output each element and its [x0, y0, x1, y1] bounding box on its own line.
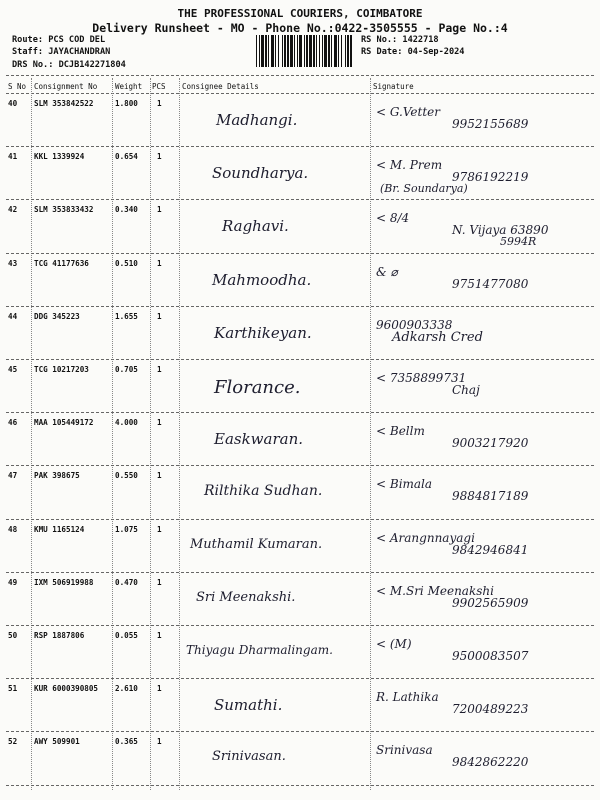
route-label: Route: PCS COD DEL — [12, 35, 106, 45]
row-consignee-name: Sumathi. — [214, 696, 283, 715]
row-sno: 49 — [8, 577, 18, 587]
row-consignment-no: KMU 1165124 — [34, 524, 85, 534]
row-divider — [6, 465, 594, 466]
row-pcs: 1 — [157, 471, 162, 481]
row-consignment-no: TCG 10217203 — [34, 365, 89, 374]
col-header-consignee: Consignee Details — [182, 82, 259, 91]
row-divider — [6, 785, 594, 786]
col-header-consignment: Consignment No — [34, 82, 98, 91]
row-signature-phone: 9751477080 — [452, 276, 529, 291]
row-signature-mark: < Bellm — [376, 424, 425, 439]
row-signature-phone: N. Vijaya 63890 — [452, 223, 549, 238]
row-signature-phone: 9952155689 — [452, 117, 529, 131]
row-divider — [6, 731, 594, 732]
header-bottom-divider — [6, 93, 594, 94]
row-signature-phone: 9842862220 — [452, 755, 529, 770]
row-consignee-name: Madhangi. — [216, 111, 298, 129]
row-signature-phone: 9884817189 — [452, 489, 529, 504]
row-signature-phone: 9500083507 — [452, 649, 529, 663]
col-header-sno: S No — [8, 82, 27, 91]
row-sno: 40 — [8, 99, 18, 108]
row-consignment-no: RSP 1887806 — [34, 631, 85, 640]
row-signature-phone: 7200489223 — [452, 702, 529, 717]
row-pcs: 1 — [157, 205, 162, 215]
row-sno: 45 — [8, 365, 18, 374]
row-consignment-no: PAK 398675 — [34, 471, 80, 481]
row-signature-mark: < M.Sri Meenakshi — [376, 583, 494, 598]
row-sno: 43 — [8, 258, 18, 268]
row-signature-mark: 9600903338 — [376, 317, 453, 332]
row-pcs: 1 — [157, 418, 162, 428]
row-consignee-name: Rilthika Sudhan. — [204, 483, 323, 500]
row-consignee-name: Florance. — [214, 377, 301, 398]
row-signature-phone: 9786192219 — [452, 170, 529, 185]
row-signature-mark: < G.Vetter — [376, 105, 440, 119]
col-separator — [179, 78, 180, 790]
row-sno: 46 — [8, 418, 18, 428]
company-title: THE PROFESSIONAL COURIERS, COIMBATORE — [177, 7, 423, 20]
row-sno: 42 — [8, 205, 18, 215]
col-separator — [370, 78, 371, 790]
row-consignment-no: SLM 353833432 — [34, 205, 94, 215]
row-divider — [6, 306, 594, 307]
row-weight: 0.470 — [115, 577, 138, 587]
row-consignment-no: IXM 506919988 — [34, 577, 94, 587]
row-signature-mark: < M. Prem — [376, 158, 443, 173]
row-divider — [6, 678, 594, 679]
row-consignee-name: Karthikeyan. — [214, 323, 312, 342]
col-header-signature: Signature — [373, 82, 414, 91]
row-signature-phone: 9902565909 — [452, 595, 529, 610]
row-consignee-name: Easkwaran. — [214, 430, 304, 449]
row-pcs: 1 — [157, 684, 162, 694]
row-signature-mark: < Arangnnayagi — [376, 530, 475, 545]
row-weight: 0.510 — [115, 258, 138, 268]
col-separator — [112, 78, 113, 790]
row-divider — [6, 519, 594, 520]
rs-number: RS No.: 1422718 — [361, 35, 439, 45]
row-weight: 1.075 — [115, 524, 138, 534]
row-signature-note: (Br. Soundarya) — [380, 182, 468, 196]
row-sno: 47 — [8, 471, 18, 481]
row-consignment-no: MAA 105449172 — [34, 418, 94, 428]
row-consignee-name: Mahmoodha. — [212, 270, 312, 289]
barcode-image — [256, 35, 352, 67]
row-divider — [6, 199, 594, 200]
row-weight: 0.550 — [115, 471, 138, 481]
row-divider — [6, 359, 594, 360]
rs-date: RS Date: 04-Sep-2024 — [361, 47, 465, 57]
row-signature-note: 5994R — [500, 235, 537, 249]
row-weight: 0.340 — [115, 205, 138, 215]
row-weight: 0.365 — [115, 737, 138, 747]
row-consignee-name: Raghavi. — [222, 217, 289, 236]
row-weight: 1.800 — [115, 99, 138, 108]
row-pcs: 1 — [157, 365, 162, 374]
staff-label: Staff: JAYACHANDRAN — [12, 47, 111, 57]
row-pcs: 1 — [157, 258, 162, 268]
row-consignment-no: KKL 1339924 — [34, 152, 85, 162]
row-pcs: 1 — [157, 577, 162, 587]
row-weight: 0.654 — [115, 152, 138, 162]
row-signature-mark: < Bimala — [376, 477, 433, 492]
row-signature-mark: < (M) — [376, 637, 412, 651]
row-weight: 0.055 — [115, 631, 138, 640]
row-signature-phone: Adkarsh Cred — [392, 329, 483, 345]
row-signature-mark: R. Lathika — [376, 690, 439, 705]
row-consignee-name: Soundharya. — [212, 164, 309, 183]
row-pcs: 1 — [157, 99, 162, 108]
row-consignment-no: KUR 6000390805 — [34, 684, 99, 694]
row-signature-mark: & ⌀ — [376, 264, 398, 279]
row-signature-phone: Chaj — [452, 383, 480, 397]
col-separator — [31, 78, 32, 790]
row-signature-mark: Srinivasa — [376, 743, 433, 758]
row-divider — [6, 572, 594, 573]
row-signature-phone: 9842946841 — [452, 542, 529, 557]
col-separator — [150, 78, 151, 790]
row-consignment-no: AWY 509901 — [34, 737, 80, 747]
row-consignee-name: Srinivasan. — [212, 749, 286, 765]
row-consignee-name: Sri Meenakshi. — [196, 589, 296, 605]
row-weight: 0.705 — [115, 365, 138, 374]
row-divider — [6, 146, 594, 147]
row-signature-mark: < 7358899731 — [376, 371, 467, 385]
row-pcs: 1 — [157, 524, 162, 534]
row-consignment-no: DDG 345223 — [34, 311, 80, 321]
row-signature-mark: < 8/4 — [376, 211, 410, 226]
row-consignment-no: TCG 41177636 — [34, 258, 89, 268]
row-sno: 50 — [8, 631, 18, 640]
col-header-pcs: PCS — [152, 82, 166, 91]
row-consignment-no: SLM 353842522 — [34, 99, 94, 108]
row-signature-phone: 9003217920 — [452, 436, 529, 451]
drs-number: DRS No.: DCJB142271804 — [12, 60, 126, 70]
runsheet-title: Delivery Runsheet - MO - Phone No.:0422-3505555 - Page No.:4 — [92, 21, 508, 35]
row-divider — [6, 412, 594, 413]
row-weight: 4.000 — [115, 418, 138, 428]
col-header-weight: Weight — [115, 82, 143, 91]
row-sno: 44 — [8, 311, 18, 321]
row-pcs: 1 — [157, 737, 162, 747]
row-sno: 51 — [8, 684, 18, 694]
row-divider — [6, 625, 594, 626]
row-consignee-name: Thiyagu Dharmalingam. — [186, 643, 333, 657]
row-sno: 41 — [8, 152, 18, 162]
row-sno: 48 — [8, 524, 18, 534]
row-sno: 52 — [8, 737, 18, 747]
row-divider — [6, 253, 594, 254]
header-top-divider — [6, 75, 594, 76]
row-pcs: 1 — [157, 311, 162, 321]
row-weight: 1.655 — [115, 311, 138, 321]
row-consignee-name: Muthamil Kumaran. — [190, 536, 323, 552]
row-pcs: 1 — [157, 152, 162, 162]
row-weight: 2.610 — [115, 684, 138, 694]
row-pcs: 1 — [157, 631, 162, 640]
